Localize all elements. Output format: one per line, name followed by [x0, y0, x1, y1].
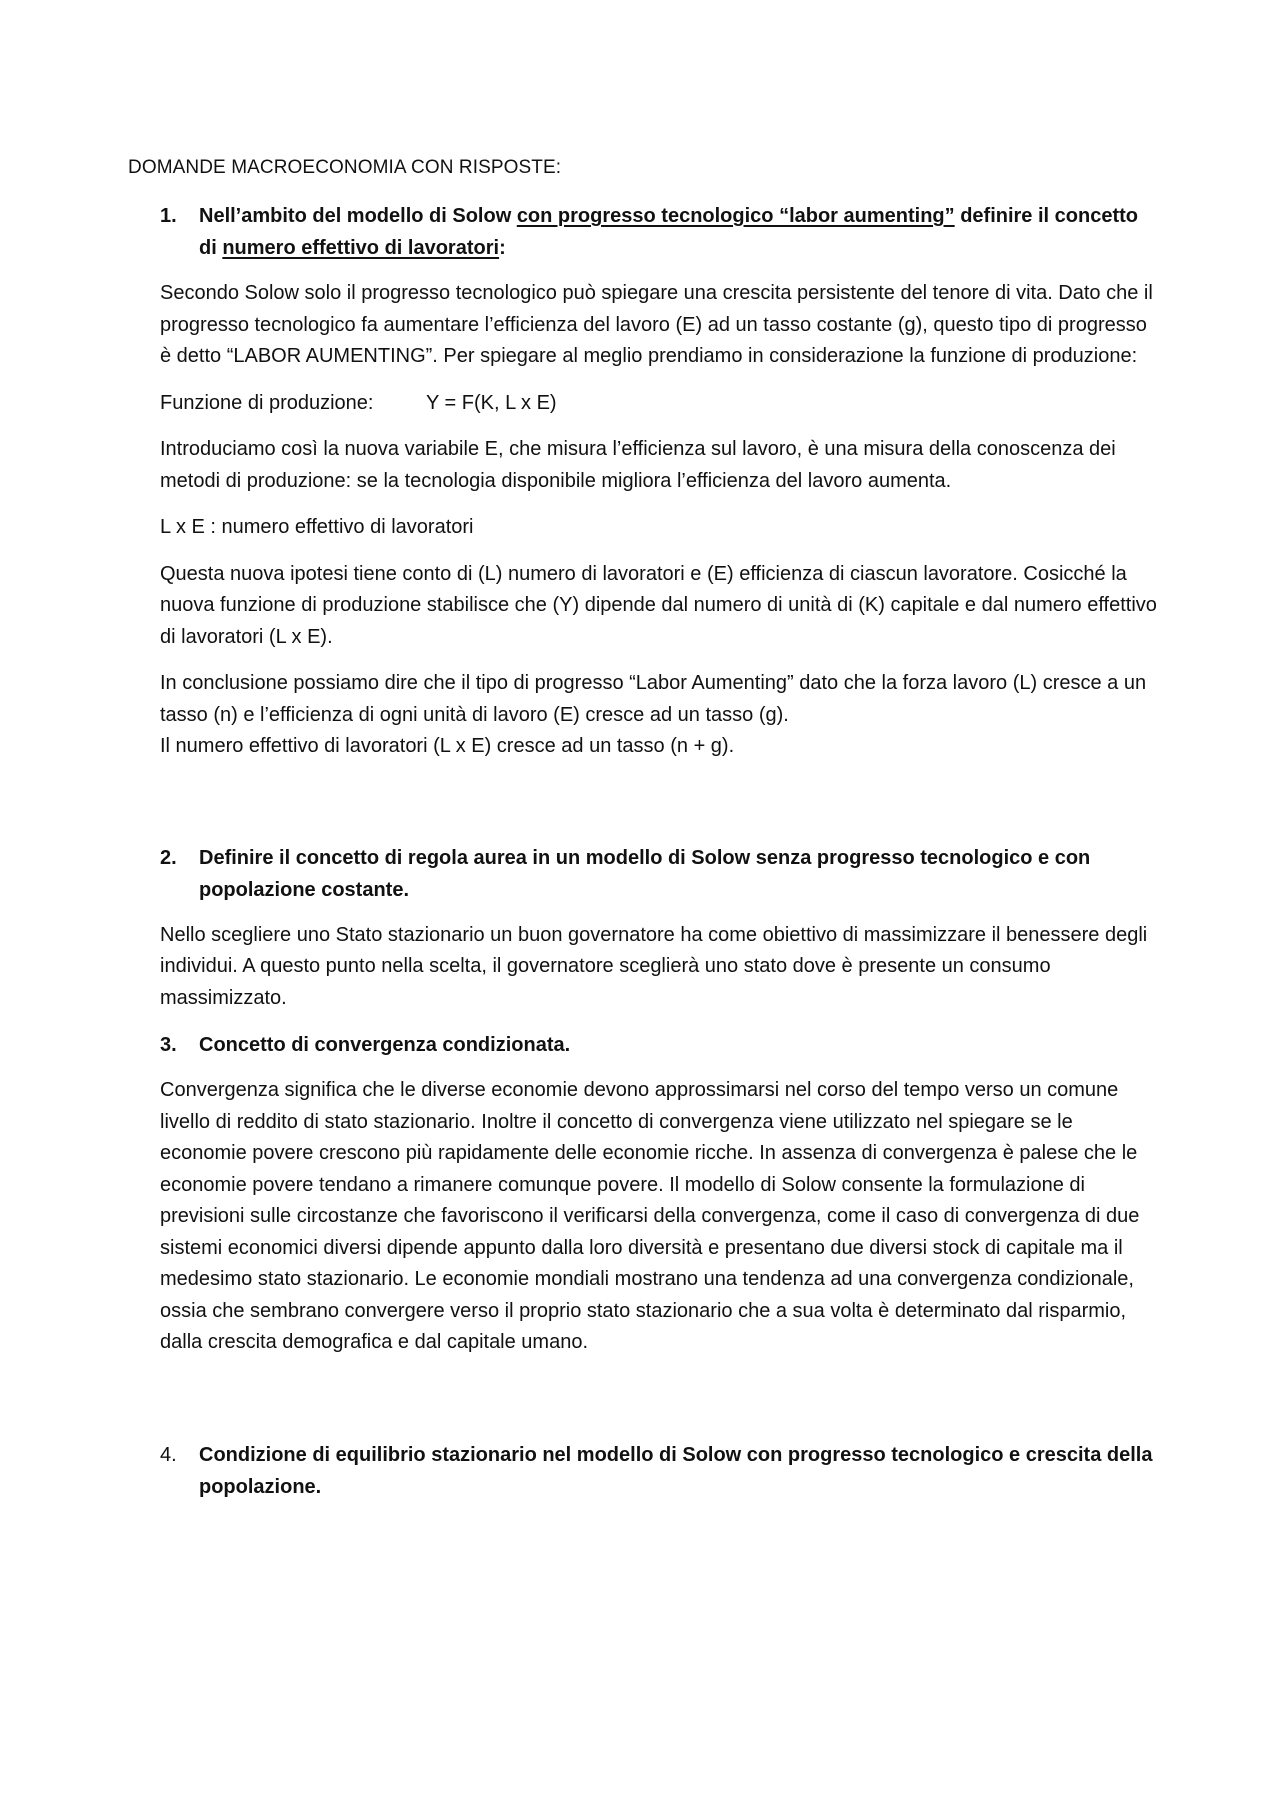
answer-3-paragraph-1: Convergenza significa che le diverse economie devono approssimarsi nel corso del tempo verso un comune livello di reddito di stato stazionario. Inoltre il concetto di convergenza viene utilizzato nel spiegare se le economie povere crescono più rapidamente delle economie ricche. In assenza di convergenza è palese che le economie povere tendano a rimanere comunque povere. Il modello di Solow consente la formulazione di previsioni sulle circostanze che favoriscono il verificarsi della convergenza, come il caso di convergenza di due sistemi economici diversi dipende appunto dalla loro diversità e presentano due diversi stock di capitale ma il medesimo stato stazionario. Le economie mondiali mostrano una tendenza ad una convergenza condizionale, ossia che sembrano convergere verso il proprio stato stazionario che a sua volta è determinato dal risparmio, dalla crescita demografica e dal capitale umano. [160, 1079, 1140, 1353]
question-1-text-part: definire il concetto di [199, 205, 1138, 259]
question-1-underlined-phrase: con progresso tecnologico “labor aumenting” [516, 205, 955, 227]
answer-1-definition: L x E : numero effettivo di lavoratori [160, 516, 474, 538]
question-3-number: 3. [160, 1034, 177, 1056]
answer-1-paragraph-2: Introduciamo così la nuova variabile E, che misura l’efficienza sul lavoro, è una misura della conoscenza dei metodi di produzione: se la tecnologia disponibile migliora l’efficienza del lavoro aumenta. [160, 438, 1116, 492]
question-1-number: 1. [160, 205, 177, 227]
question-1-text [199, 200, 1160, 264]
question-1-text-part: Nell’ambito del modello di Solow [199, 205, 517, 227]
answer-2-paragraph-1: Nello scegliere uno Stato stazionario un buon governatore ha come obiettivo di massimizzare il benessere degli individui. A questo punto nella scelta, il governatore sceglierà uno stato dove è presente un consumo massimizzato. [160, 923, 1148, 1009]
question-4-number: 4. [160, 1443, 177, 1466]
answer-1-conclusion-line-2: Il numero effettivo di lavoratori (L x E) cresce ad un tasso (n + g). [160, 735, 735, 757]
answer-1-paragraph-3: Questa nuova ipotesi tiene conto di (L) numero di lavoratori e (E) efficienza di ciascun lavoratore. Cosicché la nuova funzione di produzione stabilisce che (Y) dipende dal numero di unità di (K) capitale e dal numero effettivo di lavoratori (L x E). [160, 562, 1157, 648]
question-3 [160, 1029, 1160, 1061]
formula-label: Funzione di produzione: [160, 391, 374, 414]
question-2 [160, 842, 1160, 906]
answer-1-paragraph-1: Secondo Solow solo il progresso tecnologico può spiegare una crescita persistente del tenore di vita. Dato che il progresso tecnologico fa aumentare l’efficienza del lavoro (E) ad un tasso costante (g), questo tipo di progresso è detto “LABOR AUMENTING”. Per spiegare al meglio prendiamo in considerazione la funzione di produzione: [160, 282, 1153, 367]
document-title: DOMANDE MACROECONOMIA CON RISPOSTE: [128, 157, 562, 178]
question-1 [160, 200, 1160, 264]
answer-1-formula-line [160, 388, 1160, 420]
question-3-text: Concetto di convergenza condizionata. [199, 1034, 571, 1056]
question-1-text-part: : [499, 237, 506, 259]
production-function-formula: Y = F(K, L x E) [426, 391, 557, 414]
question-1-underlined-term: numero effettivo di lavoratori [222, 237, 500, 259]
answer-1-conclusion: In conclusione possiamo dire che il tipo di progresso “Labor Aumenting” dato che la forza lavoro (L) cresce a un tasso (n) e l’efficienza di ogni unità di lavoro (E) cresce ad un tasso (g). [160, 672, 1147, 726]
question-4-text: Condizione di equilibrio stazionario nel modello di Solow con progresso tecnologico e crescita della popolazione. [199, 1443, 1153, 1498]
question-2-number: 2. [160, 846, 177, 869]
document-body [160, 200, 1160, 1503]
question-4 [160, 1439, 1160, 1503]
question-2-text: Definire il concetto di regola aurea in un modello di Solow senza progresso tecnologico e con popolazione costante. [199, 846, 1091, 901]
